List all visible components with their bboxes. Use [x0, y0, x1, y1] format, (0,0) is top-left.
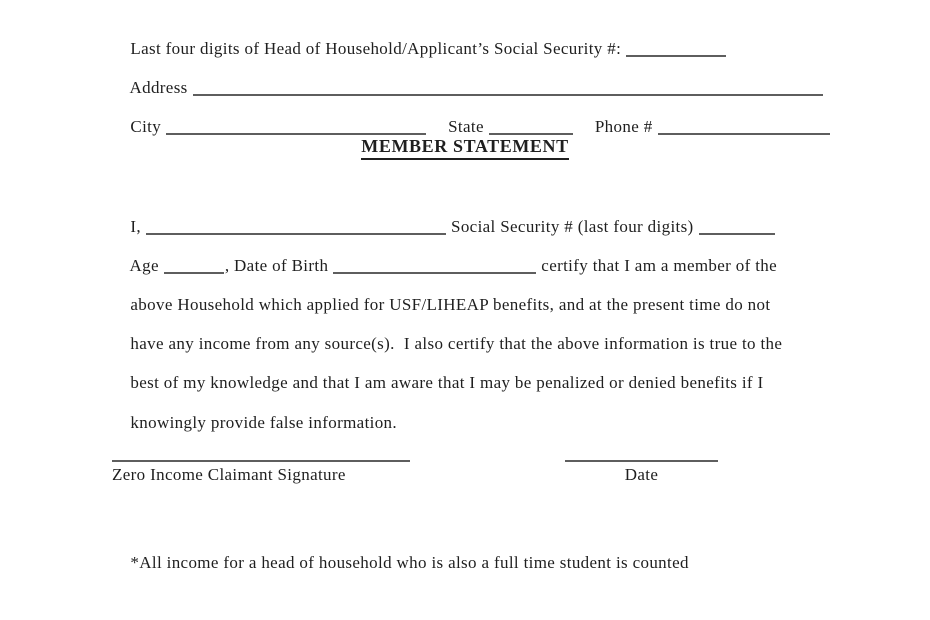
signature-rule [112, 447, 410, 462]
address-blank [193, 79, 823, 96]
statement-text: best of my knowledge and that I am aware that I may be penalized or denied benefits if I [130, 373, 764, 392]
statement-text: knowingly provide false information. [130, 413, 398, 432]
dob-blank [333, 257, 536, 274]
ssn4-blank [699, 218, 775, 235]
document-title: MEMBER STATEMENT [361, 135, 568, 160]
statement-text-line-1: certify that I am a member of the [541, 256, 778, 275]
name-blank [146, 218, 446, 235]
head-ssn-blank [626, 40, 726, 57]
footnote [112, 533, 689, 593]
city-blank [166, 118, 426, 135]
signature-block [112, 447, 410, 485]
phone-label: Phone # [594, 117, 653, 136]
age-blank [164, 257, 224, 274]
head-ssn-label: Last four digits of Head of Household/Applicant’s Social Security #: [130, 39, 622, 58]
age-label: Age [129, 256, 159, 275]
statement-text-line-5 [112, 393, 397, 453]
footnote-text: *All income for a head of household who is also a full time student is counted [130, 553, 689, 572]
address-label: Address [129, 78, 188, 97]
dob-label: , Date of Birth [224, 256, 329, 275]
date-label: Date [624, 465, 659, 484]
statement-text: have any income from any source(s). I also certify that the above information is true to the [130, 334, 783, 353]
signature-label: Zero Income Claimant Signature [112, 465, 346, 484]
city-label: City [130, 117, 162, 136]
ssn4-label: Social Security # (last four digits) [451, 217, 694, 236]
phone-blank [658, 118, 830, 135]
date-block [565, 447, 718, 485]
i-label: I, [130, 217, 142, 236]
date-rule [565, 447, 718, 462]
state-blank [489, 118, 573, 135]
document-title-line [0, 135, 930, 160]
state-label: State [448, 117, 484, 136]
statement-text: above Household which applied for USF/LIHEAP benefits, and at the present time do not [130, 295, 771, 314]
